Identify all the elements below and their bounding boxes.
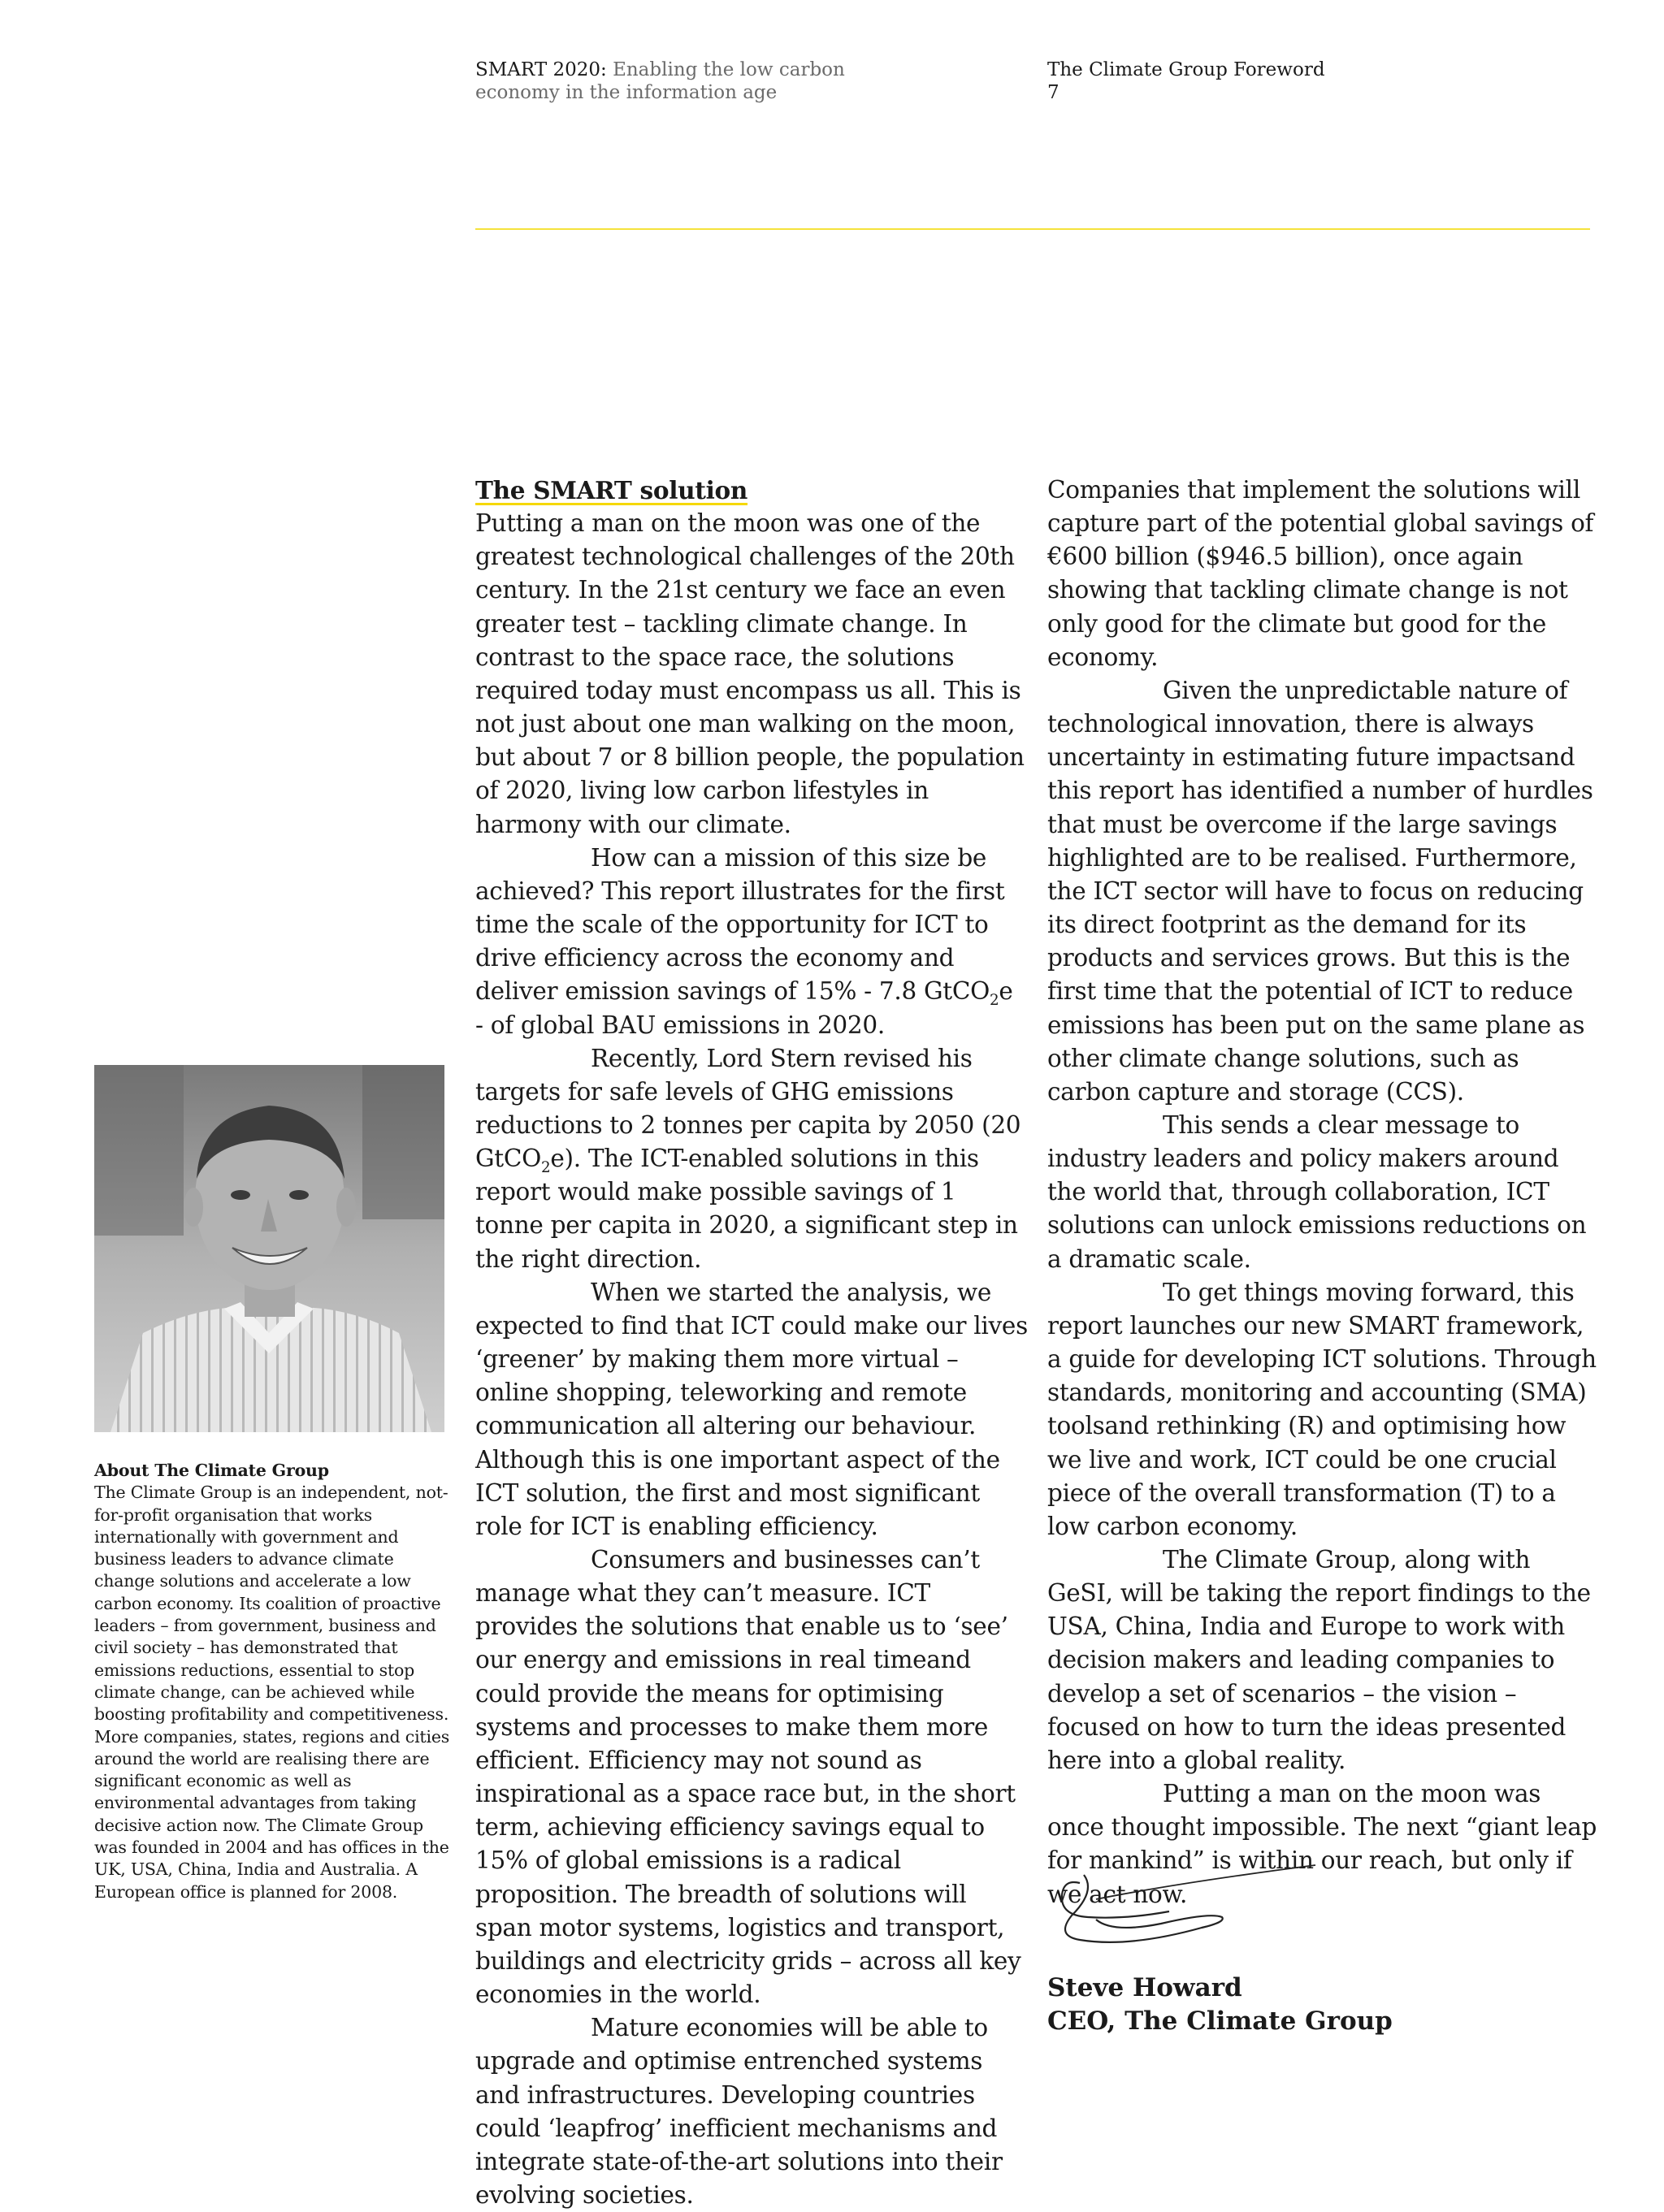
paragraph-text: Recently, Lord Stern revised his targets for safe levels of GHG emissions reductions to 2 tonnes per capita by 2050 (20 GtCO <box>475 1044 1021 1173</box>
page-number: 7 <box>1047 82 1060 103</box>
sidebar-body: The Climate Group is an independent, not-for-profit organisation that works internationally with government and business leaders to advance climate change solutions and accelerate a low carbon economy. Its coalition of proactive leaders – from government, business and civil society – has demonstrated that emissions reductions, essential to stop climate change, can be achieved while boosting profitability and competitiveness. More companies, states, regions and cities around the world are realising there are significant economic as well as environmental advantages from taking decisive action now. The Climate Group was founded in 2004 and has offices in the UK, USA, China, India and Australia. A European office is planned for 2008. <box>94 1483 450 1902</box>
article-paragraph: To get things moving forward, this report launches our new SMART framework, a guide for developing ICT solutions. Through standards, monitoring and accounting (SMA) toolsand rethinking (R) and optimising how we live and work, ICT could be one crucial piece of the overall transformation (T) to a low carbon economy. <box>1047 1278 1597 1540</box>
article-column-right <box>1047 474 1600 1911</box>
running-header-doc-title <box>475 58 995 104</box>
article-paragraph: Consumers and businesses can’t manage what they can’t measure. ICT provides the solutions that enable us to ‘see’ our energy and emissions in real timeand could provide the means for optimising systems and processes to make them more efficient. Efficiency may not sound as inspirational as a space race but, in the short term, achieving efficiency savings equal to 15% of global emissions is a radical proposition. The breadth of solutions will span motor systems, logistics and transport, buildings and electricity grids – across all key economies in the world. <box>475 1546 1021 2009</box>
paragraph-text: e - of global BAU emissions in 2020. <box>475 977 1013 1039</box>
signoff-block <box>1047 1972 1393 2038</box>
article-paragraph <box>475 842 1028 1042</box>
article-paragraph: Putting a man on the moon was one of the greatest technological challenges of the 20th century. In the 21st century we face an even greater test – tackling climate change. In contrast to the space race, the solutions required today must encompass us all. This is not just about one man walking on the moon, but about 7 or 8 billion people, the population of 2020, living low carbon lifestyles in harmony with our climate. <box>475 509 1025 838</box>
section-title: The Climate Group Foreword <box>1047 59 1325 80</box>
running-header-section <box>1047 58 1454 104</box>
author-name: Steve Howard <box>1047 1973 1242 2002</box>
article-paragraph: This sends a clear message to industry leaders and policy makers around the world that, through collaboration, ICT solutions can unlock emissions reductions on a dramatic scale. <box>1047 1110 1587 1273</box>
author-portrait-photo <box>94 1065 444 1432</box>
handwritten-signature <box>1047 1859 1324 1956</box>
doc-title-line-1: Enabling the low carbon <box>613 59 845 80</box>
author-role: CEO, The Climate Group <box>1047 2006 1393 2036</box>
sidebar-title: About The Climate Group <box>94 1461 329 1480</box>
article-column-left <box>475 474 1028 2212</box>
subscript: 2 <box>989 992 999 1010</box>
article-paragraph: Mature economies will be able to upgrade and optimise entrenched systems and infrastructures. Developing countries could ‘leapfrog’ inefficient mechanisms and integrate state-of-the-art solutions into their evolving societies. <box>475 2014 1003 2209</box>
article-paragraph <box>475 1042 1028 1276</box>
doc-title-prefix: SMART 2020: <box>475 59 607 80</box>
article-paragraph: When we started the analysis, we expected to find that ICT could make our lives ‘greener’ by making them more virtual – online shopping, teleworking and remote communication all altering our behaviour. Although this is one important aspect of the ICT solution, the first and most significant role for ICT is enabling efficiency. <box>475 1278 1028 1540</box>
section-heading: The SMART solution <box>475 476 748 504</box>
article-paragraph: Companies that implement the solutions will capture part of the potential global savings of €600 billion ($946.5 billion), once again showing that tackling climate change is not only good for the climate but good for the economy. <box>1047 476 1594 671</box>
accent-divider <box>475 228 1590 230</box>
portrait-illustration <box>94 1065 444 1432</box>
article-paragraph: The Climate Group, along with GeSI, will be taking the report findings to the USA, China, India and Europe to work with decision makers and leading companies to develop a set of scenarios – the vision – focused on how to turn the ideas presented here into a global reality. <box>1047 1546 1591 1774</box>
about-sidebar <box>94 1460 452 1903</box>
paragraph-text: How can a mission of this size be achieved? This report illustrates for the first time the scale of the opportunity for ICT to drive efficiency across the economy and deliver emission savings of 15% - 7.8 GtCO <box>475 843 1005 1006</box>
paragraph-text: e). The ICT-enabled solutions in this report would make possible savings of 1 tonne per capita in 2020, a significant step in the right direction. <box>475 1145 1018 1273</box>
subscript: 2 <box>540 1159 551 1177</box>
doc-title-line-2: economy in the information age <box>475 82 778 103</box>
article-paragraph: Given the unpredictable nature of technological innovation, there is always uncertainty in estimating future impactsand this report has identified a number of hurdles that must be overcome if the large savings highlighted are to be realised. Furthermore, the ICT sector will have to focus on reducing its direct footprint as the demand for its products and services grows. But this is the first time that the potential of ICT to reduce emissions has been put on the same plane as other climate change solutions, such as carbon capture and storage (CCS). <box>1047 676 1593 1106</box>
article-paragraph: Putting a man on the moon was once thought impossible. The next “giant leap for mankind” is within our reach, but only if we act now. <box>1047 1780 1597 1908</box>
